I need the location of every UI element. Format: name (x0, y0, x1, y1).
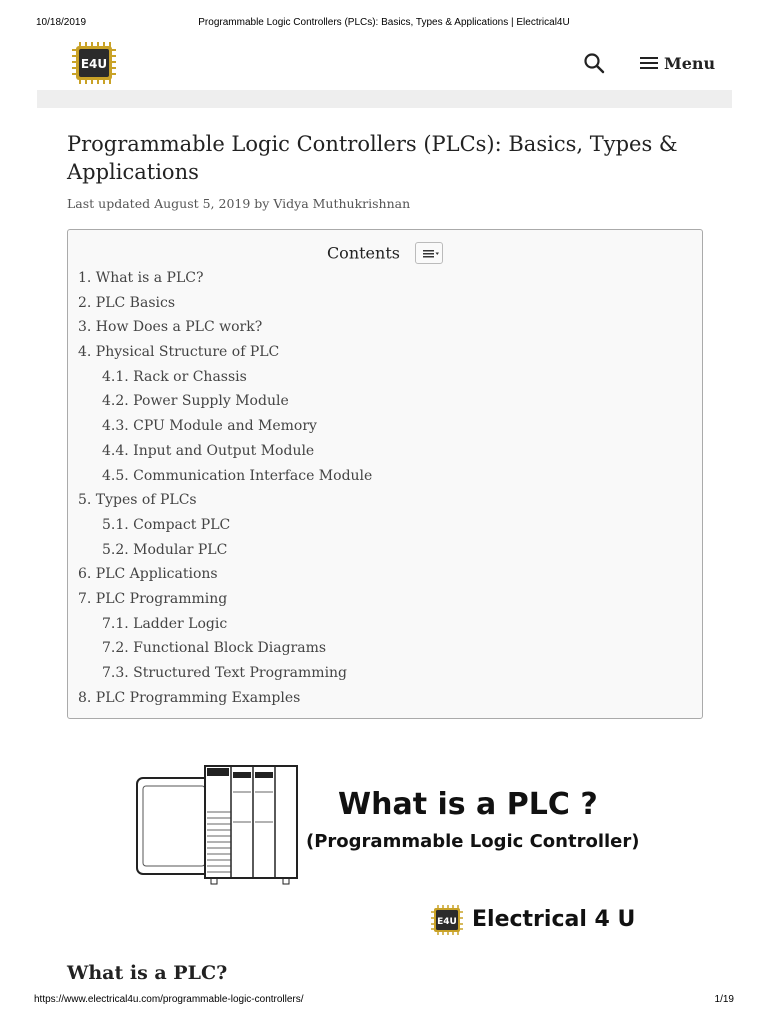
print-page-number: 1/19 (714, 994, 734, 1005)
toc-item[interactable]: 2. PLC Basics (78, 294, 176, 311)
toc-item[interactable]: 1. What is a PLC? (78, 270, 204, 286)
hero-subtitle: (Programmable Logic Controller) (306, 831, 640, 852)
header-divider-bar (37, 90, 732, 108)
print-header (0, 15, 768, 31)
page-title: Programmable Logic Controllers (PLCs): Basics, Types & Applications (67, 132, 678, 184)
article-meta: Last updated August 5, 2019 by Vidya Muthukrishnan (67, 196, 411, 211)
toc-subitem[interactable]: 7.3. Structured Text Programming (102, 665, 348, 681)
site-logo[interactable] (70, 40, 118, 86)
hero-title: What is a PLC ? (338, 787, 598, 822)
toc-item[interactable]: 3. How Does a PLC work? (78, 319, 263, 336)
toc-header (68, 242, 702, 266)
toc-subitem[interactable]: 7.2. Functional Block Diagrams (102, 640, 327, 657)
toc-subitem[interactable]: 4.1. Rack or Chassis (102, 368, 247, 385)
search-icon (583, 52, 605, 74)
menu-button[interactable] (640, 52, 715, 74)
section-heading: What is a PLC? (67, 962, 228, 984)
toc-item[interactable]: 7. PLC Programming (78, 590, 228, 607)
toc-item[interactable]: 6. PLC Applications (78, 566, 218, 583)
svg-text:E4U: E4U (80, 57, 108, 71)
hamburger-icon (640, 55, 658, 71)
print-footer (0, 994, 768, 1008)
site-header (0, 38, 768, 90)
toc-subitem[interactable]: 7.1. Ladder Logic (102, 615, 228, 632)
toc-toggle-button[interactable] (415, 242, 443, 264)
chip-logo-icon (70, 40, 118, 86)
print-document-title: Programmable Logic Controllers (PLCs): Basics, Types & Applications | Electrical4U (198, 17, 570, 28)
toc-subitem[interactable]: 4.4. Input and Output Module (102, 442, 315, 459)
hero-brand-name: Electrical 4 U (472, 907, 636, 932)
print-url: https://www.electrical4u.com/programmable-logic-controllers/ (34, 994, 304, 1005)
print-date: 10/18/2019 (36, 17, 87, 28)
toc-subitem[interactable]: 5.2. Modular PLC (102, 541, 228, 558)
svg-text:E4U: E4U (437, 917, 457, 927)
toc-subitem[interactable]: 4.3. CPU Module and Memory (102, 418, 317, 435)
toc-list (78, 266, 372, 710)
list-toggle-icon (416, 243, 444, 265)
toc-title: Contents (326, 243, 400, 263)
chip-logo-icon (430, 904, 464, 936)
toc-item[interactable]: 8. PLC Programming Examples (78, 689, 301, 706)
toc-subitem[interactable]: 5.1. Compact PLC (102, 516, 231, 533)
search-button[interactable] (583, 52, 605, 74)
toc-item[interactable]: 4. Physical Structure of PLC (78, 344, 280, 361)
toc-item[interactable]: 5. Types of PLCs (78, 492, 197, 509)
table-of-contents (67, 229, 703, 719)
menu-label: Menu (664, 53, 716, 73)
toc-subitem[interactable]: 4.2. Power Supply Module (102, 393, 289, 410)
plc-device-icon (135, 762, 305, 892)
toc-subitem[interactable]: 4.5. Communication Interface Module (102, 467, 373, 484)
hero-image (130, 757, 650, 947)
